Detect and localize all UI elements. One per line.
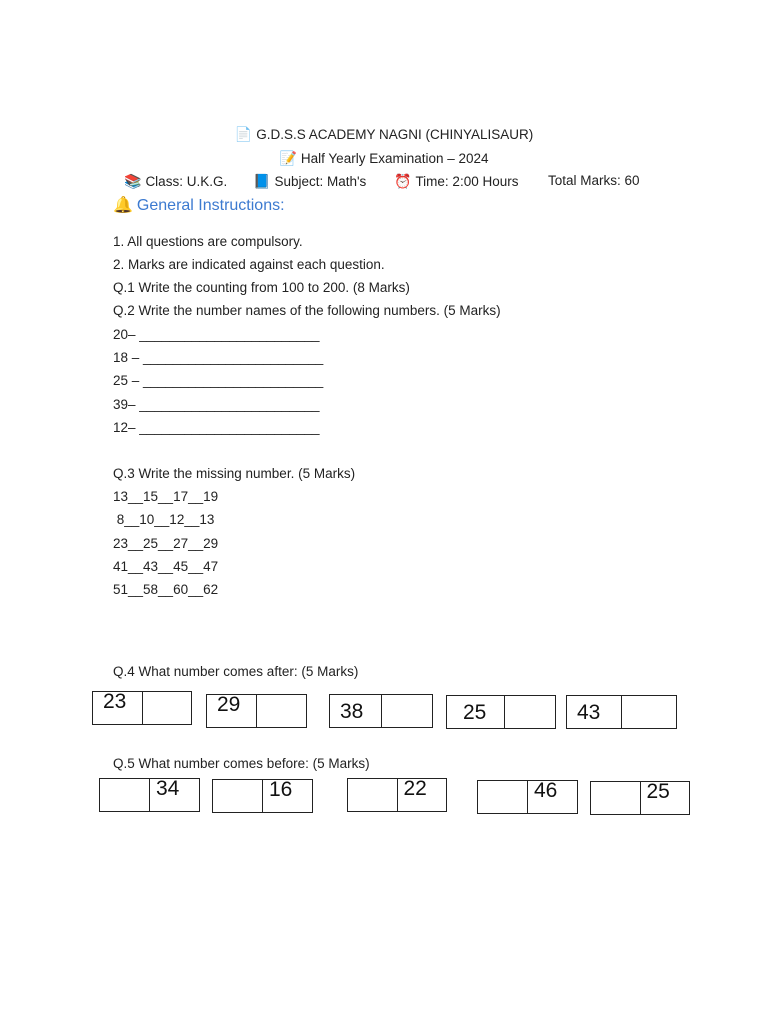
instruction-item: 1. All questions are compulsory. [113, 234, 303, 249]
after-box-pair [329, 694, 433, 728]
memo-icon: 📝 [279, 150, 297, 166]
missing-number-row: 41__43__45__47 [113, 559, 219, 574]
number-name-line: 25 – ________________________ [113, 373, 324, 388]
missing-number-row: 23__25__27__29 [113, 536, 219, 551]
number-name-line: 39– ________________________ [113, 397, 320, 412]
time-info: ⏰ Time: 2:00 Hours [394, 173, 519, 189]
given-number: 34 [156, 777, 180, 800]
answer-cell[interactable] [478, 781, 528, 813]
given-number: 22 [403, 777, 427, 800]
given-number: 29 [217, 693, 241, 716]
question-1: Q.1 Write the counting from 100 to 200. (8 Marks) [113, 280, 410, 295]
number-name-line: 12– ________________________ [113, 420, 320, 435]
before-box-pair [590, 781, 690, 815]
blue-book-icon: 📘 [253, 173, 271, 189]
before-box-pair [347, 778, 447, 812]
given-number: 23 [103, 690, 127, 713]
bell-icon: 🔔 [113, 197, 133, 214]
given-number-cell [207, 695, 257, 727]
subject-info: 📘 Subject: Math's [253, 173, 367, 189]
given-number: 46 [534, 779, 558, 802]
given-number: 25 [463, 701, 487, 724]
answer-cell[interactable] [143, 692, 192, 724]
question-2: Q.2 Write the number names of the following numbers. (5 Marks) [113, 303, 501, 318]
school-title: 📄 G.D.S.S ACADEMY NAGNI (CHINYALISAUR) [234, 126, 534, 142]
answer-cell[interactable] [505, 696, 555, 728]
after-box-pair [566, 695, 677, 729]
given-number-cell [93, 692, 143, 724]
answer-cell[interactable] [213, 780, 263, 812]
before-box-pair [212, 779, 313, 813]
given-number-cell [263, 780, 312, 812]
question-3: Q.3 Write the missing number. (5 Marks) [113, 466, 356, 481]
missing-number-row: 51__58__60__62 [113, 582, 219, 597]
number-name-line: 20– ________________________ [113, 327, 320, 342]
before-box-pair [477, 780, 578, 814]
given-number-cell [528, 781, 577, 813]
after-box-pair [206, 694, 307, 728]
total-marks: Total Marks: 60 [548, 173, 640, 188]
given-number-cell [567, 696, 622, 728]
given-number-cell [641, 782, 690, 814]
given-number: 16 [269, 778, 293, 801]
instructions-heading: 🔔 General Instructions: [113, 197, 285, 214]
question-4: Q.4 What number comes after: (5 Marks) [113, 664, 359, 679]
given-number-cell [330, 695, 382, 727]
exam-title: 📝 Half Yearly Examination – 2024 [279, 150, 489, 166]
given-number: 25 [646, 780, 670, 803]
class-info: 📚 Class: U.K.G. [124, 173, 228, 189]
after-box-pair [92, 691, 192, 725]
given-number-cell [150, 779, 199, 811]
instruction-item: 2. Marks are indicated against each question. [113, 257, 385, 272]
answer-cell[interactable] [591, 782, 641, 814]
answer-cell[interactable] [100, 779, 150, 811]
answer-cell[interactable] [622, 696, 676, 728]
answer-cell[interactable] [257, 695, 306, 727]
books-icon: 📚 [124, 173, 142, 189]
after-box-pair [446, 695, 556, 729]
alarm-clock-icon: ⏰ [394, 173, 412, 189]
given-number: 43 [577, 701, 601, 724]
number-name-line: 18 – ________________________ [113, 350, 324, 365]
missing-number-row: 13__15__17__19 [113, 489, 219, 504]
before-box-pair [99, 778, 200, 812]
question-5: Q.5 What number comes before: (5 Marks) [113, 756, 370, 771]
given-number: 38 [340, 700, 364, 723]
missing-number-row: 8__10__12__13 [113, 512, 215, 527]
answer-cell[interactable] [382, 695, 433, 727]
given-number-cell [447, 696, 505, 728]
answer-cell[interactable] [348, 779, 398, 811]
page-icon: 📄 [234, 126, 253, 142]
given-number-cell [398, 779, 447, 811]
